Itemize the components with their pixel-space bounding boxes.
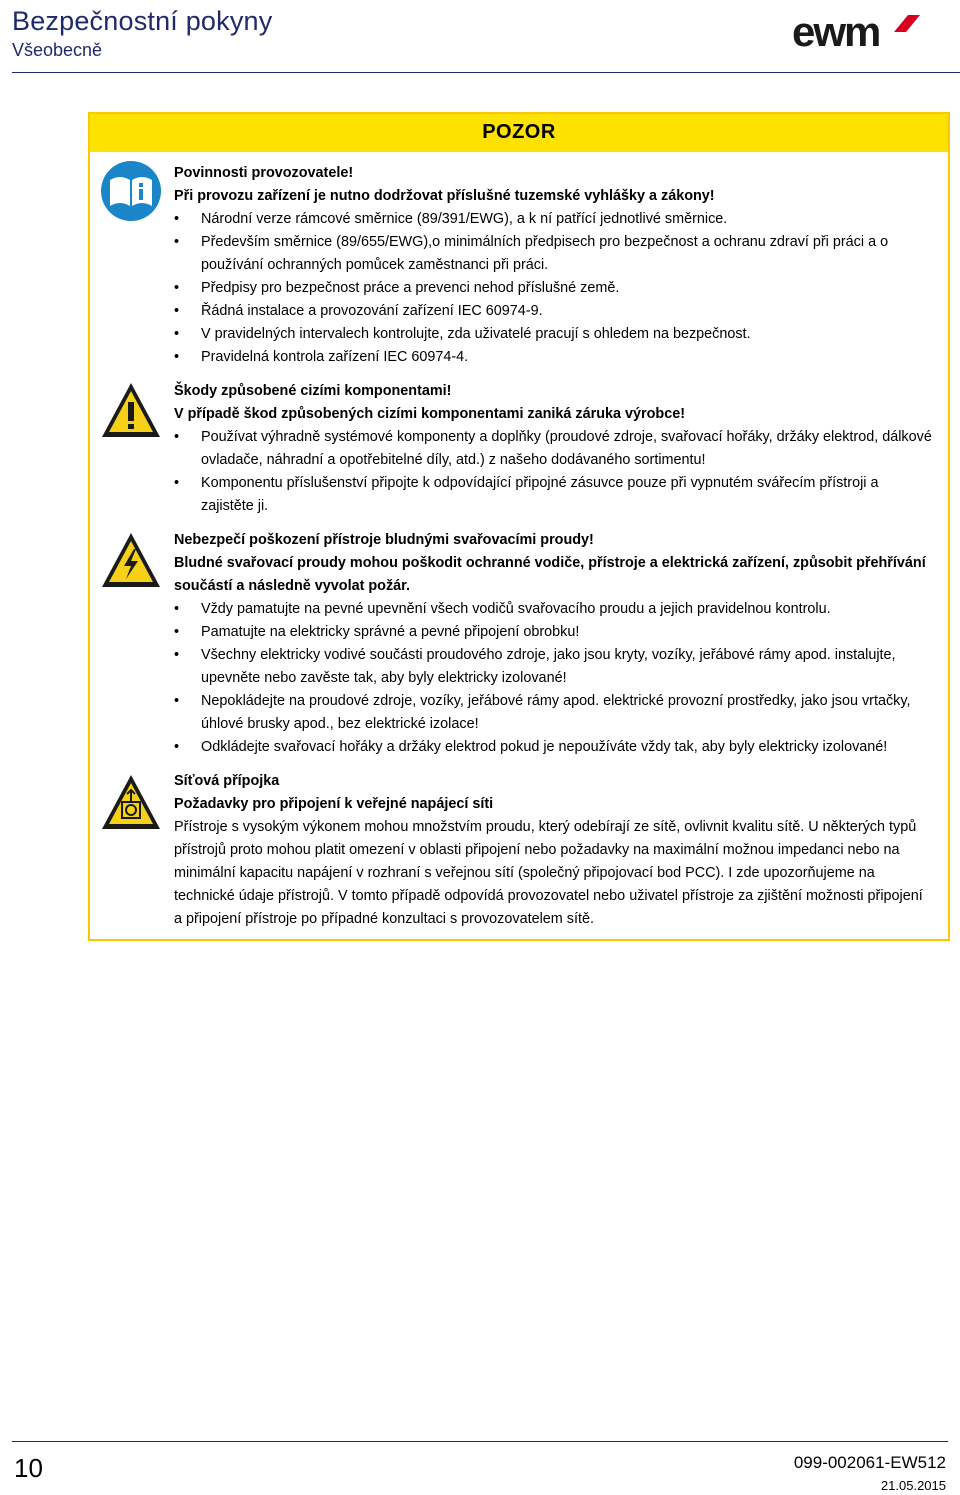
- section-third-party-components: [174, 380, 934, 518]
- bullet-list: [174, 208, 934, 369]
- section-paragraph: Přístroje s vysokým výkonem mohou množstvím proudu, který odebírají ze sítě, ovlivnit kvalitu sítě. U některých typů přístrojů proto mohou platit omezení v oblasti připojení nebo požadavky na maximální možnou impedanci nebo na minimální kapacitu napájení v rozhraní s veřejnou sítí (společný připojovací bod PCC). I zde upozorňujeme na technické údaje přístrojů. V tomto případě odpovídá provozovatel nebo uživatel přístroje za zjištění možnosti připojení a připojení přístroje po případné konzultaci s provozovatelem sítě.: [174, 819, 923, 927]
- high-voltage-icon: [100, 530, 162, 592]
- mains-connection-icon: [100, 772, 162, 834]
- list-item: • Používat výhradně systémové komponenty a doplňky (proudové zdroje, svařovací hořáky, držáky elektrod, dálkové ovladače, náhradní a opotřebitelné díly, atd.) z našeho dodávaného sortimentu!: [174, 426, 934, 472]
- section-mains-connection: [174, 770, 934, 931]
- list-item: • Všechny elektricky vodivé součásti proudového zdroje, jako jsou kryty, vozíky, jeřábové rámy apod. instalujte, upevněte nebo zavěste tak, aby byly elektricky izolované!: [174, 644, 934, 690]
- section-operator-duties: [174, 162, 934, 369]
- section-title: Nebezpečí poškození přístroje bludnými svařovacími proudy!: [174, 532, 594, 548]
- caution-heading: POZOR: [482, 121, 556, 143]
- header-divider: [12, 72, 960, 73]
- list-item: • Předpisy pro bezpečnost práce a prevenci nehod příslušné země.: [174, 277, 934, 300]
- logo-text: ewm: [792, 12, 880, 52]
- section-subtitle: Bludné svařovací proudy mohou poškodit ochranné vodiče, přístroje a elektrická zařízení, způsobit přehřívání součástí a následně vyvolat požár.: [174, 555, 926, 594]
- bullet-list: [174, 598, 934, 759]
- list-item: • Komponentu příslušenství připojte k odpovídající připojné zásuvce pouze při vypnutém svářecím přístroji a zajistěte ji.: [174, 472, 934, 518]
- list-item: • Především směrnice (89/655/EWG),o minimálních předpisech pro bezpečnost a ochranu zdraví při práci a o používání ochranných pomůcek zaměstnanci při práci.: [174, 231, 934, 277]
- list-item: • Vždy pamatujte na pevné upevnění všech vodičů svařovacího proudu a jejich pravidelnou kontrolu.: [174, 598, 934, 621]
- list-item: • V pravidelných intervalech kontrolujte, zda uživatelé pracují s ohledem na bezpečnost.: [174, 323, 934, 346]
- logo-accent-icon: [894, 15, 920, 32]
- caution-notice-header: [90, 114, 948, 152]
- caution-notice-box: [88, 112, 950, 941]
- section-title: Síťová přípojka: [174, 773, 280, 789]
- page-number: 10: [14, 1453, 43, 1483]
- ewm-logo: [790, 12, 940, 52]
- section-subtitle: Požadavky pro připojení k veřejné napájecí síti: [174, 796, 494, 812]
- list-item: • Národní verze rámcové směrnice (89/391/EWG), a k ní patřící jednotlivé směrnice.: [174, 208, 934, 231]
- section-title: Povinnosti provozovatele!: [174, 165, 354, 181]
- footer-divider: [12, 1441, 948, 1442]
- section-subtitle: V případě škod způsobených cizími komponentami zaniká záruka výrobce!: [174, 406, 686, 422]
- notice-content: [174, 162, 934, 942]
- page-subtitle: Všeobecně: [12, 40, 103, 60]
- info-manual-icon: [100, 160, 162, 222]
- document-date: 21.05.2015: [880, 1478, 946, 1493]
- list-item: • Nepokládejte na proudové zdroje, vozíky, jeřábové rámy apod. elektrické provozní prostředky, jako jsou vrtačky, úhlové brusky apod., bez elektrické izolace!: [174, 690, 934, 736]
- page-title: Bezpečnostní pokyny: [12, 6, 273, 36]
- section-subtitle: Při provozu zařízení je nutno dodržovat příslušné tuzemské vyhlášky a zákony!: [174, 188, 715, 204]
- list-item: • Pravidelná kontrola zařízení IEC 60974-4.: [174, 346, 934, 369]
- list-item: • Pamatujte na elektricky správné a pevné připojení obrobku!: [174, 621, 934, 644]
- list-item: • Řádná instalace a provozování zařízení IEC 60974-9.: [174, 300, 934, 323]
- list-item: • Odkládejte svařovací hořáky a držáky elektrod pokud je nepoužíváte vždy tak, aby byly elektricky izolované!: [174, 736, 934, 759]
- warning-triangle-icon: [100, 380, 162, 442]
- bullet-list: [174, 426, 934, 518]
- section-title: Škody způsobené cizími komponentami!: [174, 383, 452, 399]
- document-code: 099-002061-EW512: [793, 1453, 946, 1472]
- section-stray-currents: [174, 529, 934, 759]
